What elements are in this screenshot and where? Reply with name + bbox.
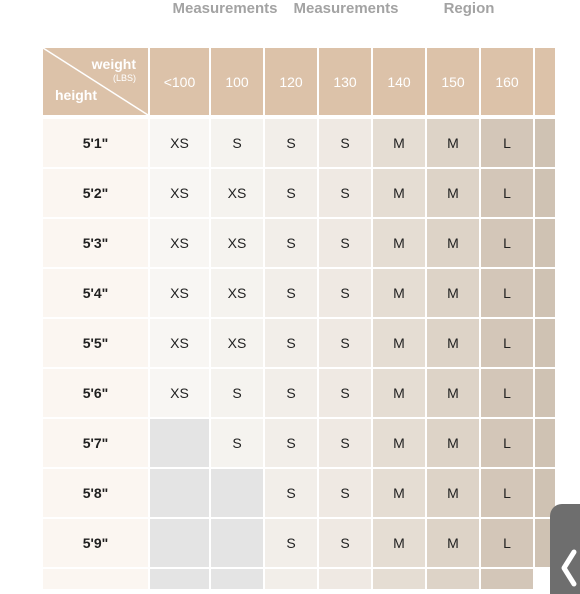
column-group-header: Measurements xyxy=(293,0,399,17)
size-cell: M xyxy=(373,319,425,367)
size-cell: XS xyxy=(211,269,263,317)
size-cell: S xyxy=(265,219,317,267)
size-cell: S xyxy=(319,519,371,567)
chevron-left-icon xyxy=(560,548,578,588)
size-cell-empty xyxy=(211,469,263,517)
size-cell: M xyxy=(427,169,479,217)
size-cell: M xyxy=(373,219,425,267)
height-row-header: 5'2" xyxy=(43,169,148,217)
partial-row-cell xyxy=(43,569,148,589)
column-group-header: Measurements xyxy=(172,0,278,17)
size-cell: L xyxy=(481,419,533,467)
weight-header: 120 xyxy=(265,48,317,115)
size-cell: XS xyxy=(150,319,209,367)
size-cell: L xyxy=(481,369,533,417)
height-row-header: 5'9" xyxy=(43,519,148,567)
size-cell: S xyxy=(319,319,371,367)
partial-row-cell xyxy=(211,569,263,589)
size-cell-empty xyxy=(211,519,263,567)
height-row-header: 5'5" xyxy=(43,319,148,367)
size-cell: M xyxy=(427,119,479,167)
size-cell: M xyxy=(427,269,479,317)
weight-header-overflow xyxy=(535,48,555,115)
size-cell: S xyxy=(265,419,317,467)
weight-header: 160 xyxy=(481,48,533,115)
height-row-header: 5'6" xyxy=(43,369,148,417)
weight-unit-label: (LBS) xyxy=(112,73,136,83)
size-cell: XS xyxy=(150,269,209,317)
size-cell-empty xyxy=(150,419,209,467)
size-cell: M xyxy=(373,119,425,167)
size-cell-overflow xyxy=(535,169,555,217)
size-cell: XS xyxy=(150,219,209,267)
weight-header: 100 xyxy=(211,48,263,115)
height-axis-label: height xyxy=(55,87,97,103)
size-cell: L xyxy=(481,169,533,217)
size-cell: L xyxy=(481,119,533,167)
size-cell: L xyxy=(481,319,533,367)
back-button[interactable] xyxy=(550,504,580,594)
height-row-header: 5'8" xyxy=(43,469,148,517)
size-cell: M xyxy=(373,519,425,567)
size-cell-overflow xyxy=(535,369,555,417)
weight-header: 150 xyxy=(427,48,479,115)
size-cell: S xyxy=(211,119,263,167)
weight-axis-label: weight xyxy=(91,56,136,72)
size-cell: XS xyxy=(211,169,263,217)
column-group-headers xyxy=(0,0,580,20)
partial-row-cell xyxy=(265,569,317,589)
size-cell: S xyxy=(265,319,317,367)
size-cell: S xyxy=(265,469,317,517)
size-cell: M xyxy=(373,469,425,517)
size-cell: S xyxy=(265,169,317,217)
height-row-header: 5'3" xyxy=(43,219,148,267)
size-cell: M xyxy=(373,169,425,217)
size-cell: M xyxy=(427,419,479,467)
size-cell-overflow xyxy=(535,269,555,317)
size-cell: XS xyxy=(150,169,209,217)
height-row-header: 5'1" xyxy=(43,119,148,167)
size-cell: S xyxy=(265,269,317,317)
size-cell: M xyxy=(373,369,425,417)
height-row-header: 5'4" xyxy=(43,269,148,317)
size-cell: XS xyxy=(150,119,209,167)
size-cell-overflow xyxy=(535,219,555,267)
size-cell: S xyxy=(319,169,371,217)
size-cell-empty xyxy=(150,519,209,567)
size-cell: M xyxy=(373,419,425,467)
size-cell-overflow xyxy=(535,419,555,467)
size-cell: L xyxy=(481,519,533,567)
size-cell-overflow xyxy=(535,119,555,167)
size-cell: L xyxy=(481,219,533,267)
size-cell: XS xyxy=(211,219,263,267)
size-cell: S xyxy=(211,369,263,417)
size-cell: M xyxy=(427,319,479,367)
size-cell: M xyxy=(427,519,479,567)
partial-row-cell xyxy=(427,569,479,589)
size-cell: S xyxy=(265,369,317,417)
size-cell: S xyxy=(319,219,371,267)
size-cell-empty xyxy=(150,469,209,517)
size-cell: S xyxy=(319,269,371,317)
size-cell: S xyxy=(319,419,371,467)
size-cell: M xyxy=(373,269,425,317)
weight-header: <100 xyxy=(150,48,209,115)
size-cell: M xyxy=(427,219,479,267)
size-cell: M xyxy=(427,469,479,517)
size-cell: M xyxy=(427,369,479,417)
size-cell: S xyxy=(319,369,371,417)
size-cell: L xyxy=(481,269,533,317)
partial-row-cell xyxy=(319,569,371,589)
size-cell-overflow xyxy=(535,319,555,367)
partial-row-cell xyxy=(150,569,209,589)
size-cell: S xyxy=(265,519,317,567)
size-cell: XS xyxy=(150,369,209,417)
size-cell: XS xyxy=(211,319,263,367)
size-cell: S xyxy=(211,419,263,467)
partial-row-cell xyxy=(373,569,425,589)
size-cell: S xyxy=(319,469,371,517)
size-cell: L xyxy=(481,469,533,517)
partial-row-cell xyxy=(481,569,533,589)
size-cell: S xyxy=(265,119,317,167)
weight-header: 130 xyxy=(319,48,371,115)
height-row-header: 5'7" xyxy=(43,419,148,467)
weight-header: 140 xyxy=(373,48,425,115)
corner-header xyxy=(43,48,148,115)
size-cell: S xyxy=(319,119,371,167)
column-group-header: Region xyxy=(443,0,495,17)
